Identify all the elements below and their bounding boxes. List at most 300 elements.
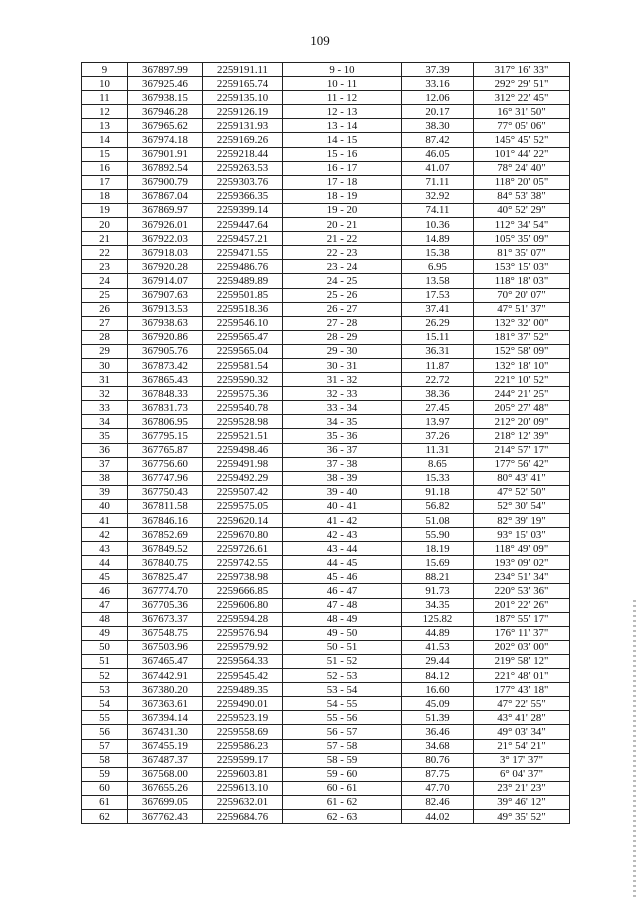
length-cell: 29.44 [402, 654, 474, 668]
segment-cell: 14 - 15 [283, 133, 402, 147]
point-number-cell: 15 [82, 147, 128, 161]
y-coordinate-cell: 2259590.32 [203, 373, 283, 387]
x-coordinate-cell: 367918.03 [128, 246, 203, 260]
x-coordinate-cell: 367455.19 [128, 739, 203, 753]
point-number-cell: 58 [82, 753, 128, 767]
length-cell: 38.36 [402, 387, 474, 401]
segment-cell: 9 - 10 [283, 63, 402, 77]
bearing-cell: 187° 55' 17" [474, 612, 570, 626]
segment-cell: 53 - 54 [283, 683, 402, 697]
x-coordinate-cell: 367846.16 [128, 514, 203, 528]
table-row [82, 344, 570, 358]
bearing-cell: 43° 41' 28" [474, 711, 570, 725]
point-number-cell: 33 [82, 401, 128, 415]
x-coordinate-cell: 367873.42 [128, 358, 203, 372]
point-number-cell: 16 [82, 161, 128, 175]
point-number-cell: 36 [82, 443, 128, 457]
segment-cell: 30 - 31 [283, 358, 402, 372]
table-row [82, 63, 570, 77]
bearing-cell: 6° 04' 37" [474, 767, 570, 781]
y-coordinate-cell: 2259575.36 [203, 387, 283, 401]
y-coordinate-cell: 2259507.42 [203, 485, 283, 499]
bearing-cell: 47° 51' 37" [474, 302, 570, 316]
segment-cell: 26 - 27 [283, 302, 402, 316]
y-coordinate-cell: 2259523.19 [203, 711, 283, 725]
table-row [82, 246, 570, 260]
table-row [82, 373, 570, 387]
x-coordinate-cell: 367548.75 [128, 626, 203, 640]
y-coordinate-cell: 2259518.36 [203, 302, 283, 316]
table-row [82, 260, 570, 274]
bearing-cell: 3° 17' 37" [474, 753, 570, 767]
point-number-cell: 26 [82, 302, 128, 316]
table-row [82, 232, 570, 246]
length-cell: 18.19 [402, 542, 474, 556]
length-cell: 15.38 [402, 246, 474, 260]
segment-cell: 19 - 20 [283, 203, 402, 217]
point-number-cell: 55 [82, 711, 128, 725]
y-coordinate-cell: 2259135.10 [203, 91, 283, 105]
segment-cell: 12 - 13 [283, 105, 402, 119]
y-coordinate-cell: 2259498.46 [203, 443, 283, 457]
table-row [82, 542, 570, 556]
length-cell: 15.11 [402, 330, 474, 344]
segment-cell: 55 - 56 [283, 711, 402, 725]
segment-cell: 21 - 22 [283, 232, 402, 246]
y-coordinate-cell: 2259486.76 [203, 260, 283, 274]
table-row [82, 316, 570, 330]
bearing-cell: 118° 20' 05" [474, 175, 570, 189]
segment-cell: 36 - 37 [283, 443, 402, 457]
bearing-cell: 81° 35' 07" [474, 246, 570, 260]
x-coordinate-cell: 367974.18 [128, 133, 203, 147]
segment-cell: 32 - 33 [283, 387, 402, 401]
point-number-cell: 39 [82, 485, 128, 499]
y-coordinate-cell: 2259492.29 [203, 471, 283, 485]
y-coordinate-cell: 2259742.55 [203, 556, 283, 570]
table-row [82, 77, 570, 91]
bearing-cell: 49° 35' 52" [474, 809, 570, 823]
bearing-cell: 40° 52' 29" [474, 203, 570, 217]
length-cell: 27.45 [402, 401, 474, 415]
y-coordinate-cell: 2259490.01 [203, 697, 283, 711]
length-cell: 16.60 [402, 683, 474, 697]
x-coordinate-cell: 367848.33 [128, 387, 203, 401]
table-row [82, 584, 570, 598]
x-coordinate-cell: 367487.37 [128, 753, 203, 767]
point-number-cell: 37 [82, 457, 128, 471]
point-number-cell: 22 [82, 246, 128, 260]
length-cell: 8.65 [402, 457, 474, 471]
table-row [82, 669, 570, 683]
length-cell: 37.39 [402, 63, 474, 77]
point-number-cell: 19 [82, 203, 128, 217]
bearing-cell: 176° 11' 37" [474, 626, 570, 640]
point-number-cell: 32 [82, 387, 128, 401]
point-number-cell: 40 [82, 499, 128, 513]
x-coordinate-cell: 367465.47 [128, 654, 203, 668]
bearing-cell: 52° 30' 54" [474, 499, 570, 513]
y-coordinate-cell: 2259613.10 [203, 781, 283, 795]
bearing-cell: 218° 12' 39" [474, 429, 570, 443]
length-cell: 41.53 [402, 640, 474, 654]
segment-cell: 59 - 60 [283, 767, 402, 781]
y-coordinate-cell: 2259594.28 [203, 612, 283, 626]
x-coordinate-cell: 367938.15 [128, 91, 203, 105]
x-coordinate-cell: 367811.58 [128, 499, 203, 513]
y-coordinate-cell: 2259165.74 [203, 77, 283, 91]
y-coordinate-cell: 2259501.85 [203, 288, 283, 302]
bearing-cell: 49° 03' 34" [474, 725, 570, 739]
y-coordinate-cell: 2259738.98 [203, 570, 283, 584]
table-row [82, 443, 570, 457]
x-coordinate-cell: 367900.79 [128, 175, 203, 189]
table-row [82, 161, 570, 175]
point-number-cell: 48 [82, 612, 128, 626]
point-number-cell: 57 [82, 739, 128, 753]
x-coordinate-cell: 367946.28 [128, 105, 203, 119]
segment-cell: 45 - 46 [283, 570, 402, 584]
segment-cell: 47 - 48 [283, 598, 402, 612]
length-cell: 56.82 [402, 499, 474, 513]
y-coordinate-cell: 2259565.47 [203, 330, 283, 344]
table-row [82, 612, 570, 626]
y-coordinate-cell: 2259666.85 [203, 584, 283, 598]
y-coordinate-cell: 2259521.51 [203, 429, 283, 443]
bearing-cell: 234° 51' 34" [474, 570, 570, 584]
table-row [82, 119, 570, 133]
x-coordinate-cell: 367747.96 [128, 471, 203, 485]
length-cell: 22.72 [402, 373, 474, 387]
length-cell: 51.39 [402, 711, 474, 725]
length-cell: 45.09 [402, 697, 474, 711]
point-number-cell: 41 [82, 514, 128, 528]
segment-cell: 46 - 47 [283, 584, 402, 598]
x-coordinate-cell: 367867.04 [128, 189, 203, 203]
length-cell: 91.73 [402, 584, 474, 598]
point-number-cell: 9 [82, 63, 128, 77]
segment-cell: 17 - 18 [283, 175, 402, 189]
bearing-cell: 118° 49' 09" [474, 542, 570, 556]
y-coordinate-cell: 2259599.17 [203, 753, 283, 767]
table-row [82, 302, 570, 316]
length-cell: 74.11 [402, 203, 474, 217]
table-row [82, 626, 570, 640]
y-coordinate-cell: 2259581.54 [203, 358, 283, 372]
y-coordinate-cell: 2259540.78 [203, 401, 283, 415]
bearing-cell: 193° 09' 02" [474, 556, 570, 570]
y-coordinate-cell: 2259447.64 [203, 218, 283, 232]
x-coordinate-cell: 367840.75 [128, 556, 203, 570]
point-number-cell: 20 [82, 218, 128, 232]
bearing-cell: 201° 22' 26" [474, 598, 570, 612]
point-number-cell: 52 [82, 669, 128, 683]
x-coordinate-cell: 367774.70 [128, 584, 203, 598]
point-number-cell: 46 [82, 584, 128, 598]
point-number-cell: 38 [82, 471, 128, 485]
segment-cell: 10 - 11 [283, 77, 402, 91]
y-coordinate-cell: 2259603.81 [203, 767, 283, 781]
point-number-cell: 10 [82, 77, 128, 91]
bearing-cell: 145° 45' 52" [474, 133, 570, 147]
point-number-cell: 23 [82, 260, 128, 274]
length-cell: 14.89 [402, 232, 474, 246]
bearing-cell: 101° 44' 22" [474, 147, 570, 161]
bearing-cell: 244° 21' 25" [474, 387, 570, 401]
length-cell: 37.41 [402, 302, 474, 316]
bearing-cell: 220° 53' 36" [474, 584, 570, 598]
segment-cell: 61 - 62 [283, 795, 402, 809]
segment-cell: 43 - 44 [283, 542, 402, 556]
bearing-cell: 153° 15' 03" [474, 260, 570, 274]
x-coordinate-cell: 367892.54 [128, 161, 203, 175]
table-row [82, 640, 570, 654]
x-coordinate-cell: 367901.91 [128, 147, 203, 161]
table-row [82, 654, 570, 668]
y-coordinate-cell: 2259399.14 [203, 203, 283, 217]
table-row [82, 175, 570, 189]
length-cell: 84.12 [402, 669, 474, 683]
point-number-cell: 43 [82, 542, 128, 556]
point-number-cell: 18 [82, 189, 128, 203]
table-row [82, 697, 570, 711]
y-coordinate-cell: 2259620.14 [203, 514, 283, 528]
length-cell: 82.46 [402, 795, 474, 809]
table-row [82, 739, 570, 753]
point-number-cell: 24 [82, 274, 128, 288]
y-coordinate-cell: 2259218.44 [203, 147, 283, 161]
y-coordinate-cell: 2259545.42 [203, 669, 283, 683]
table-row [82, 683, 570, 697]
segment-cell: 13 - 14 [283, 119, 402, 133]
bearing-cell: 219° 58' 12" [474, 654, 570, 668]
x-coordinate-cell: 367394.14 [128, 711, 203, 725]
bearing-cell: 214° 57' 17" [474, 443, 570, 457]
x-coordinate-cell: 367825.47 [128, 570, 203, 584]
table-row [82, 133, 570, 147]
table-row [82, 105, 570, 119]
length-cell: 87.42 [402, 133, 474, 147]
point-number-cell: 51 [82, 654, 128, 668]
length-cell: 20.17 [402, 105, 474, 119]
table-row [82, 598, 570, 612]
point-number-cell: 45 [82, 570, 128, 584]
bearing-cell: 317° 16' 33" [474, 63, 570, 77]
y-coordinate-cell: 2259131.93 [203, 119, 283, 133]
bearing-cell: 118° 18' 03" [474, 274, 570, 288]
point-number-cell: 54 [82, 697, 128, 711]
length-cell: 46.05 [402, 147, 474, 161]
bearing-cell: 105° 35' 09" [474, 232, 570, 246]
x-coordinate-cell: 367431.30 [128, 725, 203, 739]
segment-cell: 58 - 59 [283, 753, 402, 767]
length-cell: 47.70 [402, 781, 474, 795]
x-coordinate-cell: 367965.62 [128, 119, 203, 133]
x-coordinate-cell: 367907.63 [128, 288, 203, 302]
length-cell: 80.76 [402, 753, 474, 767]
x-coordinate-cell: 367568.00 [128, 767, 203, 781]
x-coordinate-cell: 367865.43 [128, 373, 203, 387]
x-coordinate-cell: 367914.07 [128, 274, 203, 288]
point-number-cell: 56 [82, 725, 128, 739]
y-coordinate-cell: 2259586.23 [203, 739, 283, 753]
x-coordinate-cell: 367913.53 [128, 302, 203, 316]
table-row [82, 499, 570, 513]
y-coordinate-cell: 2259606.80 [203, 598, 283, 612]
x-coordinate-cell: 367897.99 [128, 63, 203, 77]
point-number-cell: 50 [82, 640, 128, 654]
x-coordinate-cell: 367831.73 [128, 401, 203, 415]
bearing-cell: 132° 18' 10" [474, 358, 570, 372]
point-number-cell: 21 [82, 232, 128, 246]
segment-cell: 31 - 32 [283, 373, 402, 387]
bearing-cell: 132° 32' 00" [474, 316, 570, 330]
y-coordinate-cell: 2259489.89 [203, 274, 283, 288]
x-coordinate-cell: 367922.03 [128, 232, 203, 246]
point-number-cell: 17 [82, 175, 128, 189]
segment-cell: 27 - 28 [283, 316, 402, 330]
y-coordinate-cell: 2259528.98 [203, 415, 283, 429]
y-coordinate-cell: 2259471.55 [203, 246, 283, 260]
x-coordinate-cell: 367705.36 [128, 598, 203, 612]
x-coordinate-cell: 367869.97 [128, 203, 203, 217]
table-row [82, 725, 570, 739]
bearing-cell: 112° 34' 54" [474, 218, 570, 232]
table-row [82, 556, 570, 570]
y-coordinate-cell: 2259564.33 [203, 654, 283, 668]
point-number-cell: 27 [82, 316, 128, 330]
x-coordinate-cell: 367765.87 [128, 443, 203, 457]
table-row [82, 401, 570, 415]
table-row [82, 189, 570, 203]
bearing-cell: 16° 31' 50" [474, 105, 570, 119]
point-number-cell: 13 [82, 119, 128, 133]
segment-cell: 39 - 40 [283, 485, 402, 499]
y-coordinate-cell: 2259491.98 [203, 457, 283, 471]
length-cell: 36.31 [402, 344, 474, 358]
segment-cell: 51 - 52 [283, 654, 402, 668]
x-coordinate-cell: 367442.91 [128, 669, 203, 683]
bearing-cell: 80° 43' 41" [474, 471, 570, 485]
y-coordinate-cell: 2259558.69 [203, 725, 283, 739]
y-coordinate-cell: 2259489.35 [203, 683, 283, 697]
point-number-cell: 47 [82, 598, 128, 612]
length-cell: 38.30 [402, 119, 474, 133]
point-number-cell: 42 [82, 528, 128, 542]
bearing-cell: 70° 20' 07" [474, 288, 570, 302]
table-row [82, 514, 570, 528]
length-cell: 15.33 [402, 471, 474, 485]
bearing-cell: 292° 29' 51" [474, 77, 570, 91]
x-coordinate-cell: 367920.28 [128, 260, 203, 274]
length-cell: 11.87 [402, 358, 474, 372]
point-number-cell: 29 [82, 344, 128, 358]
y-coordinate-cell: 2259457.21 [203, 232, 283, 246]
length-cell: 37.26 [402, 429, 474, 443]
table-row [82, 288, 570, 302]
length-cell: 44.02 [402, 809, 474, 823]
x-coordinate-cell: 367762.43 [128, 809, 203, 823]
y-coordinate-cell: 2259126.19 [203, 105, 283, 119]
length-cell: 26.29 [402, 316, 474, 330]
length-cell: 125.82 [402, 612, 474, 626]
segment-cell: 62 - 63 [283, 809, 402, 823]
point-number-cell: 14 [82, 133, 128, 147]
point-number-cell: 34 [82, 415, 128, 429]
segment-cell: 16 - 17 [283, 161, 402, 175]
length-cell: 12.06 [402, 91, 474, 105]
table-row [82, 429, 570, 443]
segment-cell: 37 - 38 [283, 457, 402, 471]
bearing-cell: 84° 53' 38" [474, 189, 570, 203]
length-cell: 13.58 [402, 274, 474, 288]
segment-cell: 57 - 58 [283, 739, 402, 753]
bearing-cell: 181° 37' 52" [474, 330, 570, 344]
bearing-cell: 78° 24' 40" [474, 161, 570, 175]
x-coordinate-cell: 367756.60 [128, 457, 203, 471]
x-coordinate-cell: 367363.61 [128, 697, 203, 711]
bearing-cell: 221° 48' 01" [474, 669, 570, 683]
bearing-cell: 212° 20' 09" [474, 415, 570, 429]
y-coordinate-cell: 2259576.94 [203, 626, 283, 640]
length-cell: 17.53 [402, 288, 474, 302]
x-coordinate-cell: 367925.46 [128, 77, 203, 91]
segment-cell: 48 - 49 [283, 612, 402, 626]
table-row [82, 415, 570, 429]
table-row [82, 471, 570, 485]
table-row [82, 753, 570, 767]
y-coordinate-cell: 2259546.10 [203, 316, 283, 330]
y-coordinate-cell: 2259565.04 [203, 344, 283, 358]
bearing-cell: 152° 58' 09" [474, 344, 570, 358]
segment-cell: 52 - 53 [283, 669, 402, 683]
page-number: 109 [310, 33, 330, 48]
bearing-cell: 23° 21' 23" [474, 781, 570, 795]
length-cell: 6.95 [402, 260, 474, 274]
x-coordinate-cell: 367905.76 [128, 344, 203, 358]
bearing-cell: 177° 43' 18" [474, 683, 570, 697]
segment-cell: 41 - 42 [283, 514, 402, 528]
table-row [82, 218, 570, 232]
length-cell: 44.89 [402, 626, 474, 640]
bearing-cell: 93° 15' 03" [474, 528, 570, 542]
point-number-cell: 35 [82, 429, 128, 443]
segment-cell: 35 - 36 [283, 429, 402, 443]
y-coordinate-cell: 2259632.01 [203, 795, 283, 809]
x-coordinate-cell: 367503.96 [128, 640, 203, 654]
table-row [82, 767, 570, 781]
table-row [82, 528, 570, 542]
x-coordinate-cell: 367926.01 [128, 218, 203, 232]
y-coordinate-cell: 2259726.61 [203, 542, 283, 556]
length-cell: 88.21 [402, 570, 474, 584]
segment-cell: 42 - 43 [283, 528, 402, 542]
table-row [82, 809, 570, 823]
length-cell: 32.92 [402, 189, 474, 203]
length-cell: 51.08 [402, 514, 474, 528]
point-number-cell: 61 [82, 795, 128, 809]
x-coordinate-cell: 367655.26 [128, 781, 203, 795]
bearing-cell: 202° 03' 00" [474, 640, 570, 654]
table-row [82, 485, 570, 499]
y-coordinate-cell: 2259579.92 [203, 640, 283, 654]
segment-cell: 50 - 51 [283, 640, 402, 654]
length-cell: 36.46 [402, 725, 474, 739]
segment-cell: 18 - 19 [283, 189, 402, 203]
bearing-cell: 177° 56' 42" [474, 457, 570, 471]
table-row [82, 203, 570, 217]
length-cell: 71.11 [402, 175, 474, 189]
